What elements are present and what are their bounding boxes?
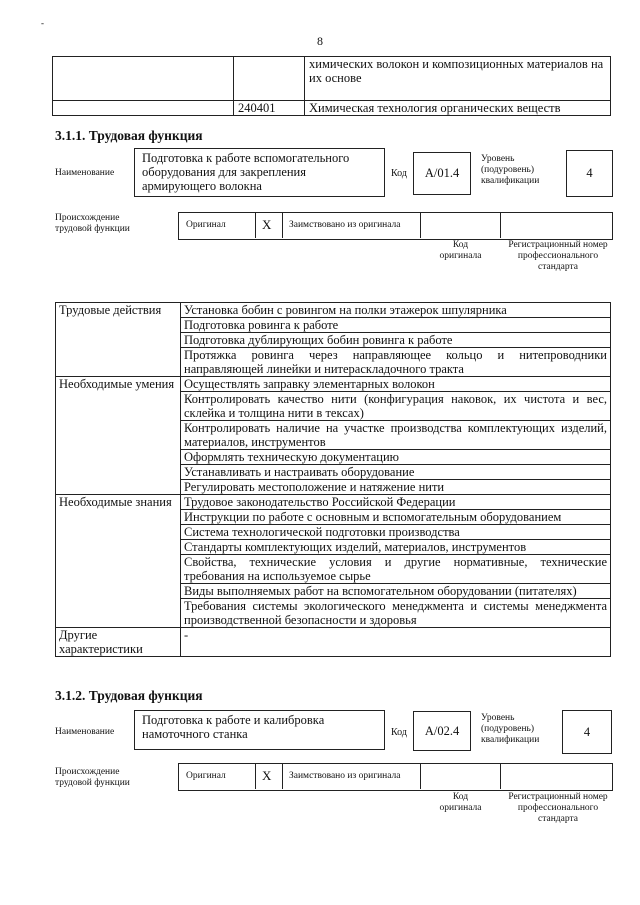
table-row: [53, 57, 611, 101]
function-name: Подготовка к работе и калибровка намоточного станка: [142, 713, 325, 741]
reg-number-caption: Регистрационный номер профессионального стандарта: [508, 240, 608, 272]
function-level: 4: [583, 725, 591, 739]
knowledge-item: Виды выполняемых работ на вспомогательном оборудовании (питателях): [181, 584, 611, 599]
skill: Оформлять техническую документацию: [181, 450, 611, 465]
original-check-mark: X: [262, 217, 272, 232]
stray-mark: -: [41, 18, 44, 28]
skill: Регулировать местоположение и натяжение нити: [181, 480, 611, 495]
section-heading: 3.1.2. Трудовая функция: [55, 688, 203, 703]
skills-label: Необходимые умения: [56, 377, 181, 495]
level-label: Уровень (подуровень) квалификации: [481, 713, 540, 745]
function-code: А/02.4: [424, 724, 460, 738]
knowledge-item: Стандарты комплектующих изделий, материалов, инструментов: [181, 540, 611, 555]
other-label: Другие характеристики: [56, 628, 181, 657]
code-box: [413, 152, 471, 195]
original-label: Оригинал: [186, 220, 226, 230]
code-box: [413, 711, 471, 751]
skill: Контролировать наличие на участке производства комплектующих изделий, материалов, инструментов: [181, 421, 611, 450]
table-row: [56, 495, 611, 510]
origin-label: Происхождение трудовой функции: [55, 213, 130, 234]
name-label: Наименование: [55, 168, 115, 178]
labor-action: Подготовка ровинга к работе: [181, 318, 611, 333]
knowledge-item: Свойства, технические условия и другие нормативные, технические требования на используемое сырье: [181, 555, 611, 584]
table-row: [56, 628, 611, 657]
knowledge-item: Система технологической подготовки производства: [181, 525, 611, 540]
code-original-caption: Код оригинала: [439, 240, 482, 261]
knowledge-item: Требования системы экологического менеджмента и системы менеджмента производственной безопасности и здоровья: [181, 599, 611, 628]
level-box: [566, 150, 613, 197]
function-level: 4: [586, 166, 593, 180]
specialty-name: химических волокон и композиционных материалов на их основе: [305, 57, 611, 101]
function-details-table: [55, 302, 611, 657]
level-box: [562, 710, 612, 754]
specialty-name: Химическая технология органических веществ: [305, 101, 611, 116]
function-name: Подготовка к работе вспомогательного оборудования для закрепления армирующего волокна: [142, 151, 350, 193]
specialty-table: [52, 56, 611, 116]
labor-actions-label: Трудовые действия: [56, 303, 181, 377]
function-code: А/01.4: [424, 166, 460, 180]
knowledge-item: Инструкции по работе с основным и вспомогательным оборудованием: [181, 510, 611, 525]
code-original-caption: Код оригинала: [439, 792, 482, 813]
specialty-code: [234, 57, 305, 101]
original-check-mark: X: [262, 768, 272, 783]
table-row: [56, 303, 611, 318]
section-heading: 3.1.1. Трудовая функция: [55, 128, 203, 143]
function-name-box: [134, 710, 385, 750]
name-label: Наименование: [55, 727, 115, 737]
original-label: Оригинал: [186, 771, 226, 781]
knowledge-label: Необходимые знания: [56, 495, 181, 628]
level-label: Уровень (подуровень) квалификации: [481, 154, 540, 186]
skill: Осуществлять заправку элементарных волокон: [181, 377, 611, 392]
origin-label: Происхождение трудовой функции: [55, 767, 130, 788]
code-label: Код: [391, 168, 407, 179]
borrowed-label: Заимствовано из оригинала: [289, 771, 401, 781]
code-label: Код: [391, 727, 407, 738]
table-row: [53, 101, 611, 116]
function-name-box: [134, 148, 385, 197]
skill: Устанавливать и настраивать оборудование: [181, 465, 611, 480]
other-value: -: [181, 628, 611, 657]
knowledge-item: Трудовое законодательство Российской Федерации: [181, 495, 611, 510]
page-number: 8: [317, 34, 323, 48]
reg-number-caption: Регистрационный номер профессионального стандарта: [508, 792, 608, 824]
table-row: [56, 377, 611, 392]
labor-action: Установка бобин с ровингом на полки этажерок шпулярника: [181, 303, 611, 318]
labor-action: Подготовка дублирующих бобин ровинга к работе: [181, 333, 611, 348]
skill: Контролировать качество нити (конфигурация наковок, их чистота и вес, склейка и толщина нити в тексах): [181, 392, 611, 421]
borrowed-label: Заимствовано из оригинала: [289, 220, 401, 230]
specialty-code: 240401: [234, 101, 305, 116]
labor-action: Протяжка ровинга через направляющее кольцо и нитепроводники направляющей линейки и нитераскладочного тракта: [181, 348, 611, 377]
